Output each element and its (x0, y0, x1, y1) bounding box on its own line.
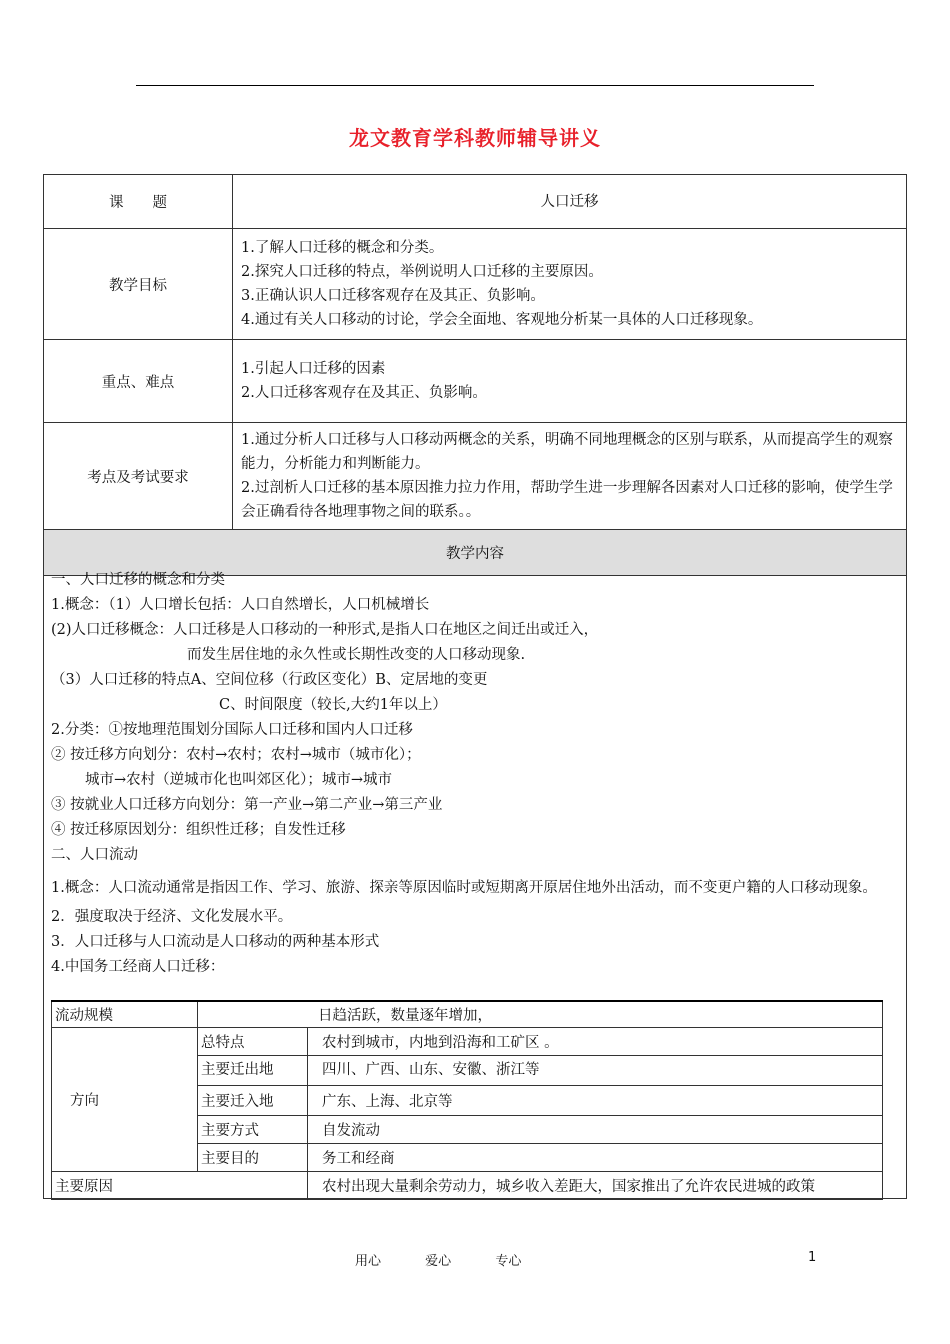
key-points-row (44, 340, 907, 423)
content-line: 而发生居住地的永久性或长期性改变的人口移动现象. (187, 647, 526, 663)
teaching-content (51, 568, 901, 980)
content-line: ③ 按就业人口迁移方向划分：第一产业→第二产业→第三产业 (51, 797, 443, 813)
content-line: 2.分类：①按地理范围划分国际人口迁移和国内人口迁移 (51, 722, 413, 738)
content-line: 1.概念：人口流动通常是指因工作、学习、旅游、探亲等原因临时或短期离开原居住地外出活动，而不变更户籍的人口移动现象。 (51, 880, 877, 896)
exam-requirement-item: 1.通过分析人口迁移与人口移动两概念的关系，明确不同地理概念的区别与联系，从而提高学生的观察能力，分析能力和判断能力。 (241, 432, 893, 472)
content-line: 3．人口迁移与人口流动是人口移动的两种基本形式 (51, 934, 380, 950)
goal-item: 2.探究人口迁移的特点，举例说明人口迁移的主要原因。 (241, 264, 603, 280)
scale-label: 流动规模 (52, 1001, 198, 1028)
section-heading: 一、人口迁移的概念和分类 (51, 572, 225, 588)
content-line: 2．强度取决于经济、文化发展水平。 (51, 909, 293, 925)
content-line: 1.概念：（1）人口增长包括：人口自然增长，人口机械增长 (51, 597, 430, 613)
footer-motto (355, 1250, 561, 1269)
content-line: 4.中国务工经商人口迁移： (51, 959, 225, 975)
content-line: ④ 按迁移原因划分：组织性迁移；自发性迁移 (51, 822, 346, 838)
reason-label: 主要原因 (52, 1172, 308, 1200)
footer-word: 用心 (355, 1254, 382, 1269)
exam-requirements-list (233, 423, 907, 530)
key-points-label: 重点、难点 (44, 340, 233, 423)
goal-item: 4.通过有关人口移动的讨论，学会全面地、客观地分析某一具体的人口迁移现象。 (241, 312, 763, 328)
content-line: （3）人口迁移的特点A、空间位移（行政区变化）B、定居地的变更 (51, 672, 488, 688)
document-title: 龙文教育学科教师辅导讲义 (349, 126, 601, 150)
migration-table (51, 1000, 883, 1200)
goals-list (233, 229, 907, 340)
content-line: 城市→农村（逆城市化也叫郊区化）；城市→城市 (85, 772, 393, 788)
content-line: ② 按迁移方向划分：农村→农村；农村→城市（城市化）； (51, 747, 421, 763)
goals-label: 教学目标 (44, 229, 233, 340)
topic-row (44, 175, 907, 229)
direction-label: 方向 (52, 1028, 198, 1172)
reason-row (52, 1172, 883, 1200)
key-points-list (233, 340, 907, 423)
reason-value: 农村出现大量剩余劳动力，城乡收入差距大，国家推出了允许农民进城的政策 (308, 1172, 883, 1200)
goals-row (44, 229, 907, 340)
direction-sub-label: 总特点 (198, 1028, 308, 1056)
page-number: 1 (808, 1250, 817, 1265)
key-point-item: 2.人口迁移客观存在及其正、负影响。 (241, 385, 487, 401)
direction-sub-label: 主要迁出地 (198, 1056, 308, 1086)
topic-label: 课 题 (44, 175, 233, 229)
content-line: C、时间限度（较长,大约1年以上） (219, 697, 447, 713)
direction-sub-value: 务工和经商 (308, 1144, 883, 1172)
footer-word: 爱心 (425, 1254, 452, 1269)
key-point-item: 1.引起人口迁移的因素 (241, 361, 386, 377)
exam-requirements-row (44, 423, 907, 530)
section-heading: 二、人口流动 (51, 847, 138, 863)
lesson-info-table (43, 174, 907, 576)
topic-value: 人口迁移 (233, 175, 907, 229)
direction-sub-value: 农村到城市，内地到沿海和工矿区 。 (308, 1028, 883, 1056)
exam-requirements-label: 考点及考试要求 (44, 423, 233, 530)
scale-value: 日趋活跃，数量逐年增加， (198, 1001, 883, 1028)
direction-sub-value: 自发流动 (308, 1116, 883, 1144)
header-rule (136, 85, 814, 86)
content-header: 教学内容 (44, 530, 907, 576)
content-line: (2)人口迁移概念：人口迁移是人口移动的一种形式,是指人口在地区之间迁出或迁入， (51, 622, 599, 638)
direction-sub-value: 广东、上海、北京等 (308, 1086, 883, 1116)
direction-row (52, 1028, 883, 1056)
exam-requirement-item: 2.过剖析人口迁移的基本原因推力拉力作用，帮助学生进一步理解各因素对人口迁移的影响，使学生学会正确看待各地理事物之间的联系。。 (241, 480, 893, 520)
direction-sub-label: 主要目的 (198, 1144, 308, 1172)
scale-row (52, 1001, 883, 1028)
goal-item: 1.了解人口迁移的概念和分类。 (241, 240, 444, 256)
direction-sub-value: 四川、广西、山东、安徽、浙江等 (308, 1056, 883, 1086)
direction-sub-label: 主要方式 (198, 1116, 308, 1144)
goal-item: 3.正确认识人口迁移客观存在及其正、负影响。 (241, 288, 545, 304)
footer-word: 专心 (495, 1254, 522, 1269)
direction-sub-label: 主要迁入地 (198, 1086, 308, 1116)
